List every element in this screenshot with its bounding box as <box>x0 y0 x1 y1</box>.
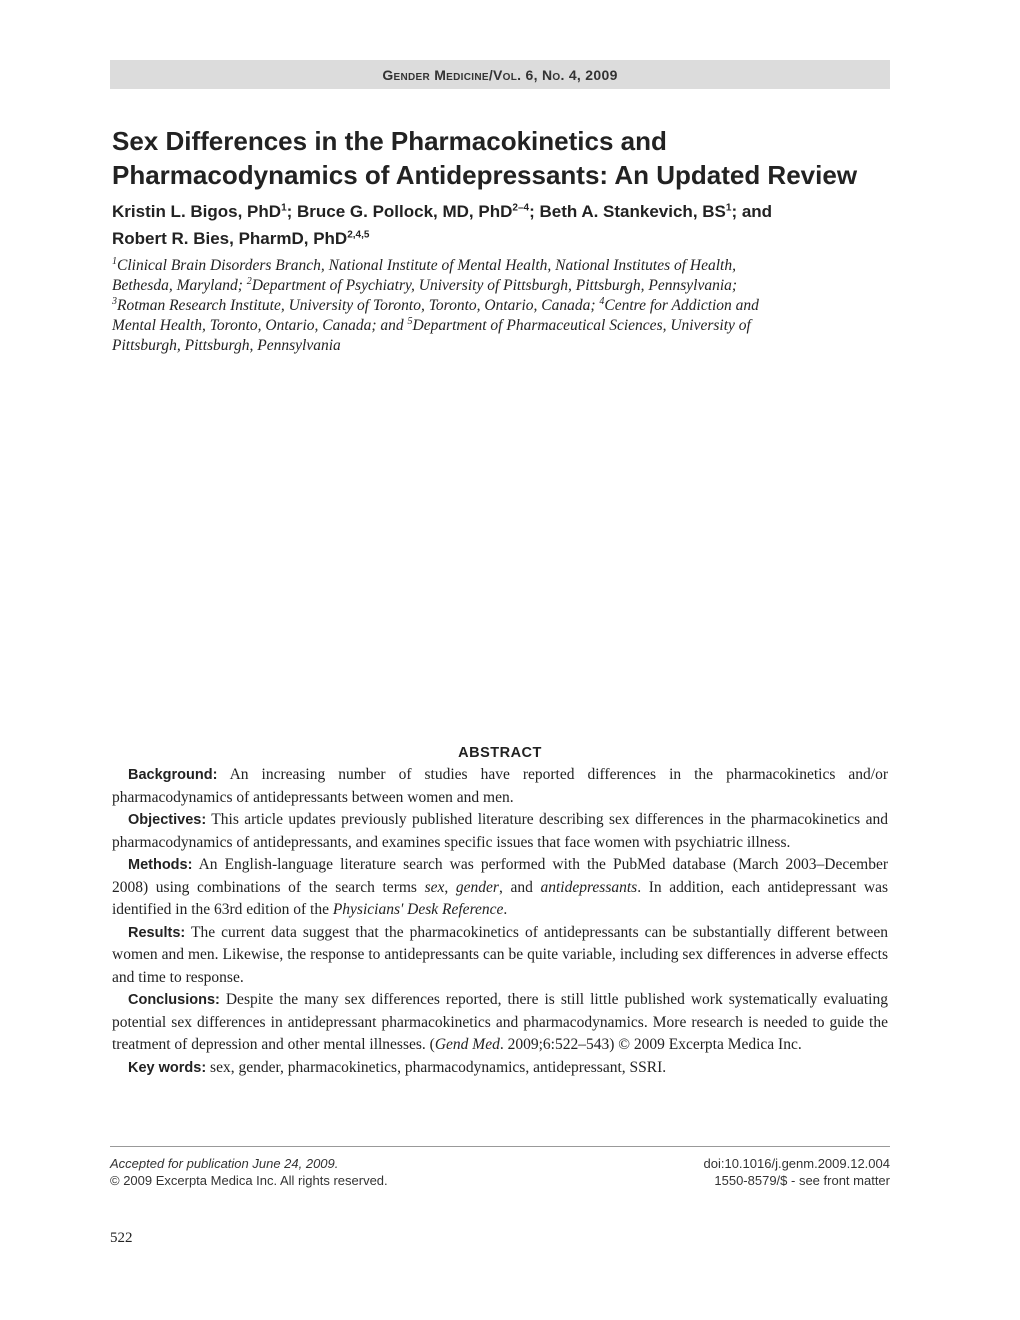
author-sup: 2,4,5 <box>347 229 370 241</box>
author-sup: 1 <box>281 202 287 214</box>
section-label: Methods: <box>128 857 193 873</box>
affil-line <box>112 316 892 336</box>
section-text: , and <box>498 878 541 896</box>
section-label: Background: <box>128 767 218 783</box>
accepted-date: Accepted for publication June 24, 2009. <box>110 1156 339 1171</box>
reference-title: Physicians' Desk Reference <box>332 901 504 918</box>
search-term: antidepressants <box>540 878 638 896</box>
section-text: sex, gender, pharmacokinetics, pharmacodynamics, antidepressant, SSRI. <box>206 1058 667 1076</box>
affil-sup: 4 <box>599 295 605 307</box>
author-bies: Robert R. Bies, PharmD, PhD <box>112 229 348 248</box>
affil-line <box>112 336 892 356</box>
section-label: Results: <box>128 924 186 941</box>
abstract-results <box>112 922 888 990</box>
search-term: sex <box>424 878 445 896</box>
affil-text: Department of Pharmaceutical Sciences, University of <box>412 317 751 334</box>
issn: 1550-8579/$ - see front matter <box>714 1173 890 1188</box>
search-term: gender <box>455 878 499 896</box>
affil-text: Rotman Research Institute, University of Toronto, Toronto, Ontario, Canada; <box>117 297 600 314</box>
footer-divider <box>110 1146 890 1147</box>
author-pollock: ; Bruce G. Pollock, MD, PhD <box>286 202 513 221</box>
affil-text: Department of Psychiatry, University of Pittsburgh, Pittsburgh, Pennsylvania; <box>251 277 738 294</box>
affiliations <box>112 256 892 356</box>
doi: doi:10.1016/j.genm.2009.12.004 <box>703 1156 890 1171</box>
abstract <box>112 742 888 1079</box>
affil-line <box>112 276 892 296</box>
author-sup: 2–4 <box>512 202 530 214</box>
abstract-heading: ABSTRACT <box>458 745 542 761</box>
section-text: The current data suggest that the pharmacokinetics of antidepressants can be substantially different between women and men. Likewise, the response to antidepressants can be quite variable, including sex differences in adverse effects and time to response. <box>112 923 888 986</box>
section-text: , <box>444 878 456 896</box>
section-text: . In addition, each antidepressant was identified in the 63rd edition of the <box>112 878 888 918</box>
affil-text: Bethesda, Maryland; <box>112 277 247 294</box>
affil-sup: 1 <box>112 255 117 267</box>
author-line-2 <box>112 225 902 252</box>
author-stankevich: ; Beth A. Stankevich, BS <box>529 202 726 221</box>
abstract-objectives <box>112 809 888 854</box>
title-line-1: Sex Differences in the Pharmacokinetics and <box>112 126 667 156</box>
affil-text: Centre for Addiction and <box>604 297 759 314</box>
section-text: An increasing number of studies have reported differences in the pharmacokinetics and/or pharmacodynamics of antidepressants between women and men. <box>112 766 888 806</box>
affil-text: Pittsburgh, Pittsburgh, Pennsylvania <box>112 337 341 354</box>
article-title <box>112 124 902 192</box>
section-text: . 2009;6:522–543) © 2009 Excerpta Medica Inc. <box>499 1036 802 1053</box>
page-number: 522 <box>110 1230 133 1246</box>
section-label: Conclusions: <box>128 992 220 1008</box>
author-sup: 1 <box>725 202 732 214</box>
abstract-background <box>112 764 888 809</box>
affil-line <box>112 296 892 316</box>
affil-text: Mental Health, Toronto, Ontario, Canada; and <box>112 317 408 334</box>
affil-sup: 3 <box>112 295 117 307</box>
affil-line <box>112 256 892 276</box>
author-and: ; and <box>731 202 773 221</box>
section-label: Key words: <box>128 1059 207 1076</box>
copyright: © 2009 Excerpta Medica Inc. All rights reserved. <box>110 1173 388 1188</box>
title-line-2: Pharmacodynamics of Antidepressants: An Updated Review <box>112 160 858 190</box>
abstract-conclusions <box>112 989 888 1057</box>
affil-text: Clinical Brain Disorders Branch, National Institute of Mental Health, National Institutes of Health, <box>117 257 736 274</box>
section-label: Objectives: <box>128 812 207 828</box>
author-bigos: Kristin L. Bigos, PhD <box>112 202 282 221</box>
author-list <box>112 198 902 252</box>
section-text: Despite the many sex differences reported, there is still little published work systematically evaluating potential sex differences in antidepressant pharmacokinetics and pharmacodynamics. More research is needed to guide the treatment of depression and other mental illnesses. ( <box>112 991 888 1053</box>
author-line-1 <box>112 198 902 225</box>
section-text: This article updates previously published literature describing sex differences in the pharmacokinetics and pharmacodynamics of antidepressants, and examines specific issues that face women with psychiatric illness. <box>112 811 888 851</box>
footer-right <box>520 1155 890 1189</box>
journal-header: Gender Medicine/Vol. 6, No. 4, 2009 <box>110 60 890 89</box>
abstract-keywords <box>112 1057 888 1080</box>
affil-sup: 5 <box>407 315 413 327</box>
affil-sup: 2 <box>246 275 252 287</box>
abstract-methods <box>112 854 888 922</box>
section-text: An English-language literature search was performed with the PubMed database (March 2003–December 2008) using combinations of the search terms <box>112 856 888 896</box>
section-text: . <box>503 901 508 918</box>
citation-journal: Gend Med <box>434 1036 500 1053</box>
footer-left <box>110 1155 530 1189</box>
